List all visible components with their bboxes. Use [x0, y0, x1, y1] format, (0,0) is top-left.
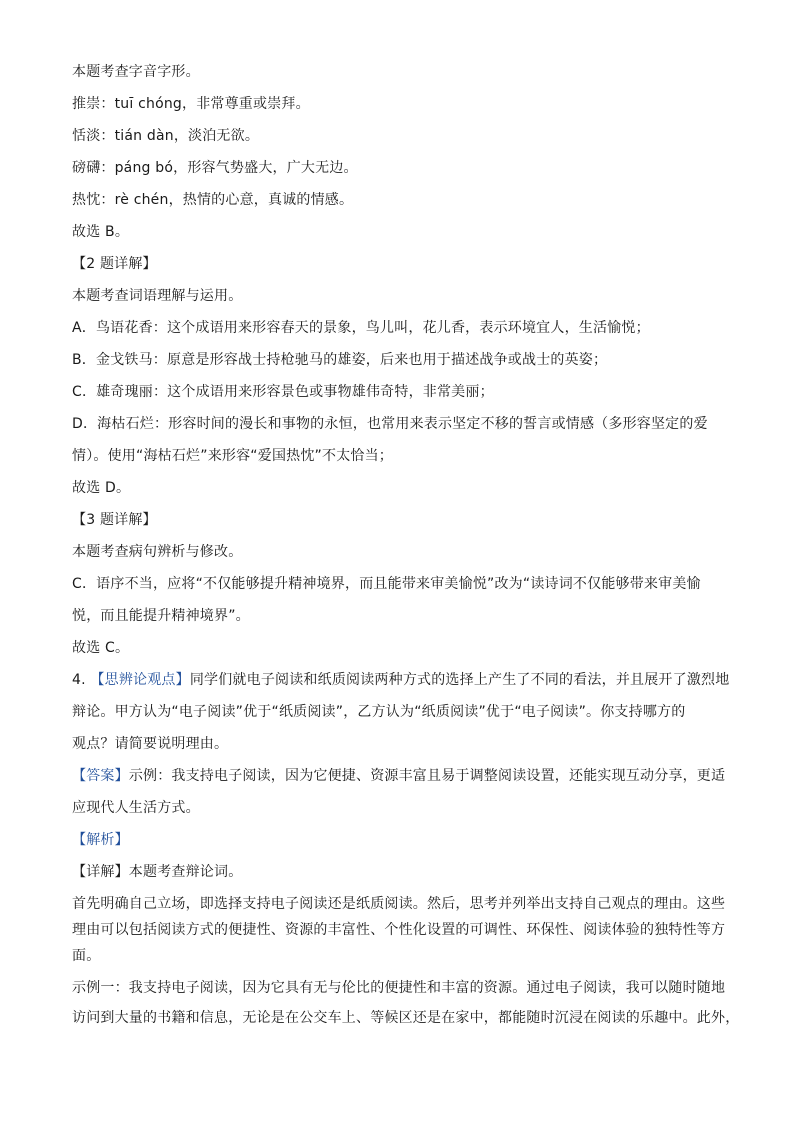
text-line: 恬淡：tián dàn，淡泊无欲。	[72, 128, 260, 144]
text-line: 理由可以包括阅读方式的便捷性、资源的丰富性、个性化设置的可调性、环保性、阅读体验的独特性等方	[72, 922, 726, 938]
section-heading: 【2 题详解】	[72, 256, 157, 272]
text-line: 辩论。甲方认为“电子阅读”优于“纸质阅读”，乙方认为“纸质阅读”优于“电子阅读”。你支持哪方的	[72, 704, 686, 720]
question-number: 4.	[72, 672, 91, 688]
text-line: 故选 D。	[72, 480, 131, 496]
text-line: D．海枯石烂：形容时间的漫长和事物的永恒，也常用来表示坚定不移的誓言或情感（多形容坚定的爱	[72, 416, 708, 432]
answer-line	[72, 766, 732, 786]
text-line: 热忱：rè chén，热情的心意，真诚的情感。	[72, 192, 354, 208]
text-line: 情）。使用“海枯石烂”来形容“爱国热忱”不太恰当；	[72, 448, 394, 464]
question-label: 【思辨论观点】	[90, 672, 190, 688]
text-line: 本题考查病句辨析与修改。	[72, 544, 243, 560]
text-line: 【详解】本题考查辩论词。	[72, 864, 243, 880]
text-line: C．雄奇瑰丽：这个成语用来形容景色或事物雄伟奇特，非常美丽；	[72, 384, 494, 400]
text-line: 首先明确自己立场，即选择支持电子阅读还是纸质阅读。然后，思考并列举出支持自己观点的理由。这些	[72, 896, 726, 912]
question-text: 同学们就电子阅读和纸质阅读两种方式的选择上产生了不同的看法，并且展开了激烈地	[189, 672, 730, 688]
text-line: A．鸟语花香：这个成语用来形容春天的景象，鸟儿叫，花儿香，表示环境宜人，生活愉悦；	[72, 320, 650, 336]
text-line: 应现代人生活方式。	[72, 800, 200, 816]
question-4-line	[72, 670, 732, 690]
answer-text: 示例：我支持电子阅读，因为它便捷、资源丰富且易于调整阅读设置，还能实现互动分享，更适	[128, 768, 726, 784]
analysis-line	[72, 830, 732, 850]
text-line: 本题考查词语理解与运用。	[72, 288, 243, 304]
analysis-label: 【解析】	[72, 832, 129, 848]
text-line: 面。	[72, 948, 101, 964]
text-line: 示例一：我支持电子阅读，因为它具有无与伦比的便捷性和丰富的资源。通过电子阅读，我可以随时随地	[72, 980, 726, 996]
text-line: 磅礴：páng bó，形容气势盛大，广大无边。	[72, 160, 358, 176]
section-heading: 【3 题详解】	[72, 512, 157, 528]
text-line: 故选 C。	[72, 640, 130, 656]
text-line: 观点？请简要说明理由。	[72, 736, 229, 752]
text-line: 悦，而且能提升精神境界”。	[72, 608, 250, 624]
text-line: 本题考查字音字形。	[72, 64, 200, 80]
text-line: 推崇：tuī chóng，非常尊重或崇拜。	[72, 96, 310, 112]
answer-label: 【答案】	[72, 768, 129, 784]
text-line: 故选 B。	[72, 224, 130, 240]
text-line: B．金戈铁马：原意是形容战士持枪驰马的雄姿，后来也用于描述战争或战士的英姿；	[72, 352, 608, 368]
text-line: 访问到大量的书籍和信息，无论是在公交车上、等候区还是在家中，都能随时沉浸在阅读的乐趣中。此外，	[72, 1010, 740, 1026]
text-line: C．语序不当，应将“不仅能够提升精神境界，而且能带来审美愉悦”改为“读诗词不仅能够带来审美愉	[72, 576, 701, 592]
